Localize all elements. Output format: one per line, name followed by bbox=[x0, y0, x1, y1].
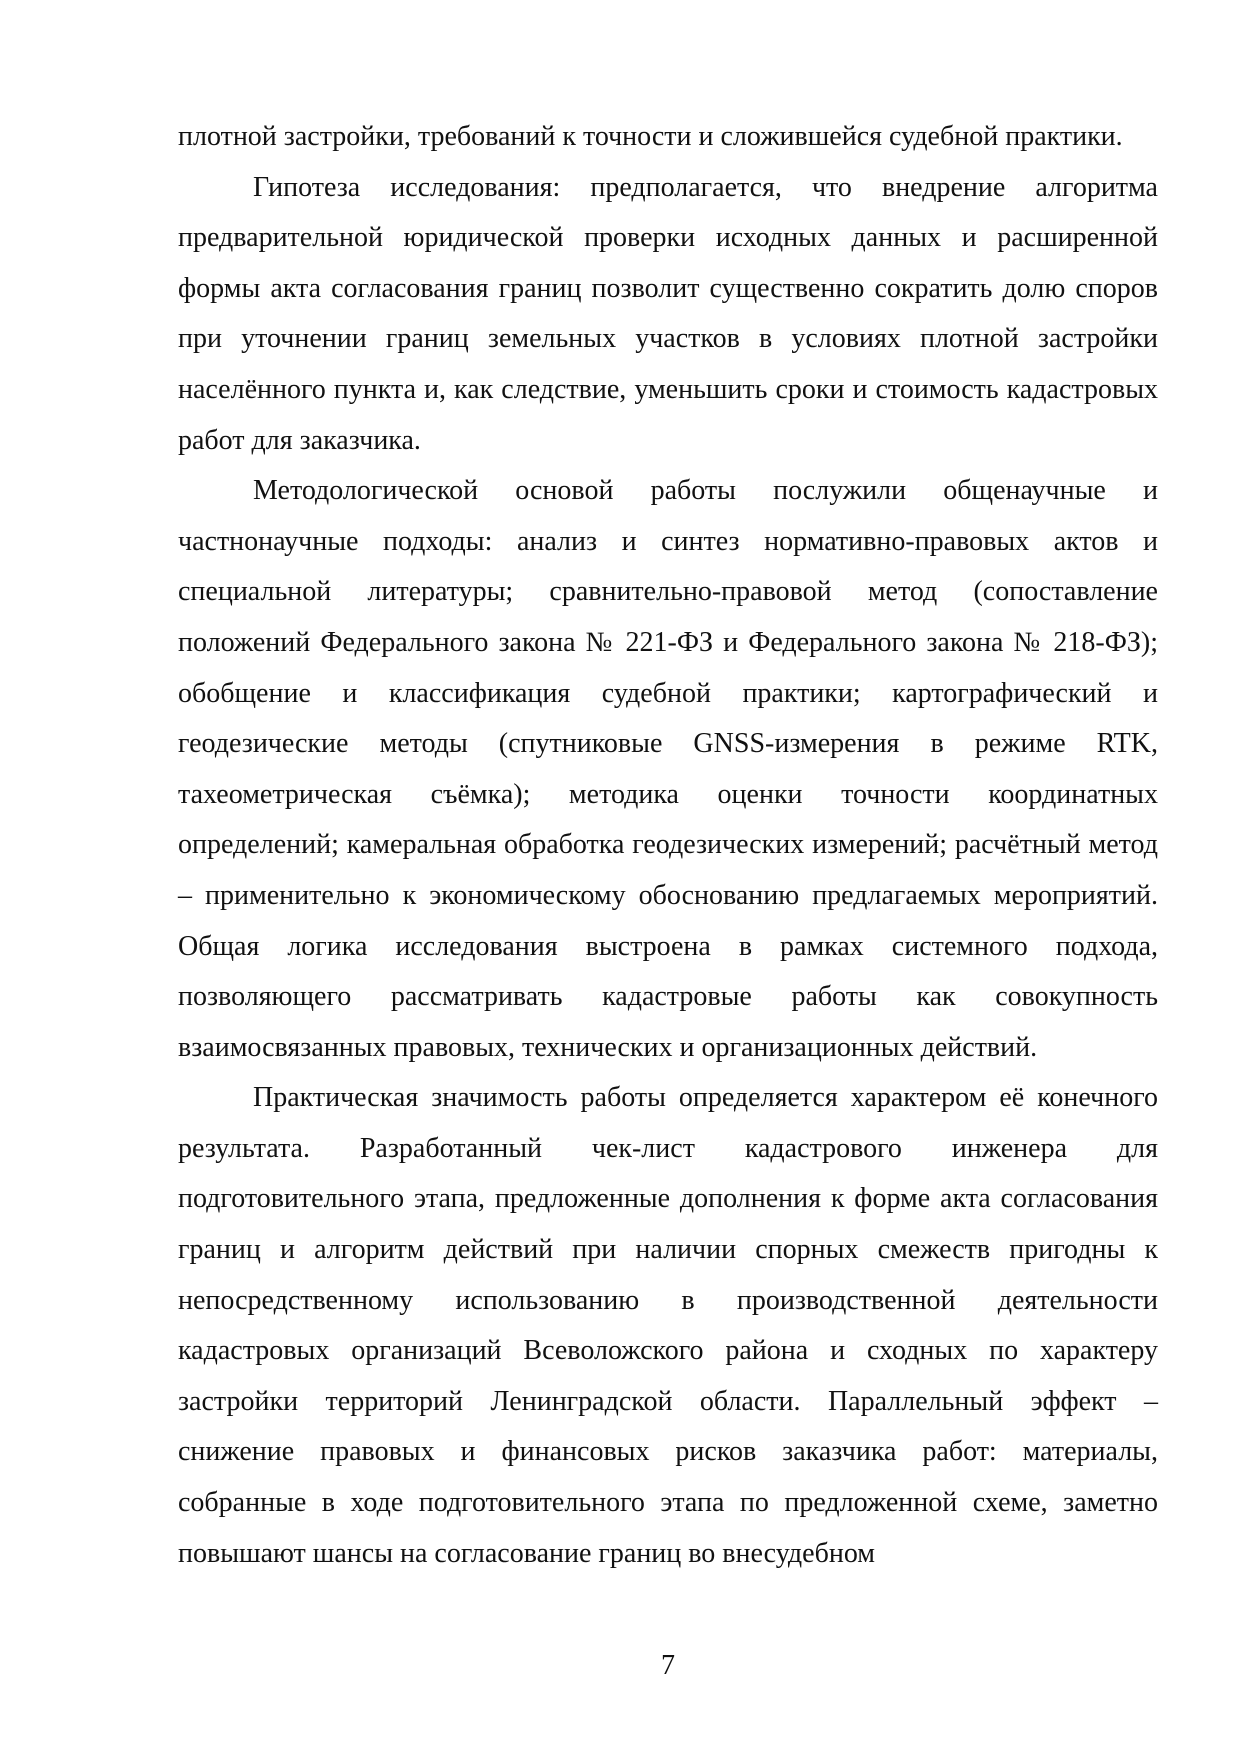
document-body bbox=[178, 112, 1158, 1579]
paragraph-hypothesis: Гипотеза исследования: предполагается, что внедрение алгоритма предварительной юридической проверки исходных данных и расширенной формы акта согласования границ позволит существенно сократить долю споров при уточнении границ земельных участков в условиях плотной застройки населённого пункта и, как следствие, уменьшить сроки и стоимость кадастровых работ для заказчика. bbox=[178, 171, 1158, 456]
paragraph-continuation: плотной застройки, требований к точности и сложившейся судебной практики. bbox=[178, 121, 1123, 152]
page-number: 7 bbox=[661, 1650, 675, 1681]
paragraph-methodology: Методологической основой работы послужили общенаучные и частнонаучные подходы: анализ и синтез нормативно-правовых актов и специальной литературы; сравнительно-правовой метод (сопоставление положений Федерального закона № 221-ФЗ и Федерального закона № 218-ФЗ); обобщение и классификация судебной практики; картографический и геодезические методы (спутниковые GNSS-измерения в режиме RTK, тахеометрическая съёмка); методика оценки точности координатных определений; камеральная обработка геодезических измерений; расчётный метод – применительно к экономическому обоснованию предлагаемых мероприятий. Общая логика исследования выстроена в рамках системного подхода, позволяющего рассматривать кадастровые работы как совокупность взаимосвязанных правовых, технических и организационных действий. bbox=[178, 475, 1158, 1063]
paragraph-practical-significance: Практическая значимость работы определяется характером её конечного результата. Разработанный чек-лист кадастрового инженера для подготовительного этапа, предложенные дополнения к форме акта согласования границ и алгоритм действий при наличии спорных смежеств пригодны к непосредственному использованию в производственной деятельности кадастровых организаций Всеволожского района и сходных по характеру застройки территорий Ленинградской области. Параллельный эффект – снижение правовых и финансовых рисков заказчика работ: материалы, собранные в ходе подготовительного этапа по предложенной схеме, заметно повышают шансы на согласование границ во внесудебном bbox=[178, 1082, 1158, 1569]
